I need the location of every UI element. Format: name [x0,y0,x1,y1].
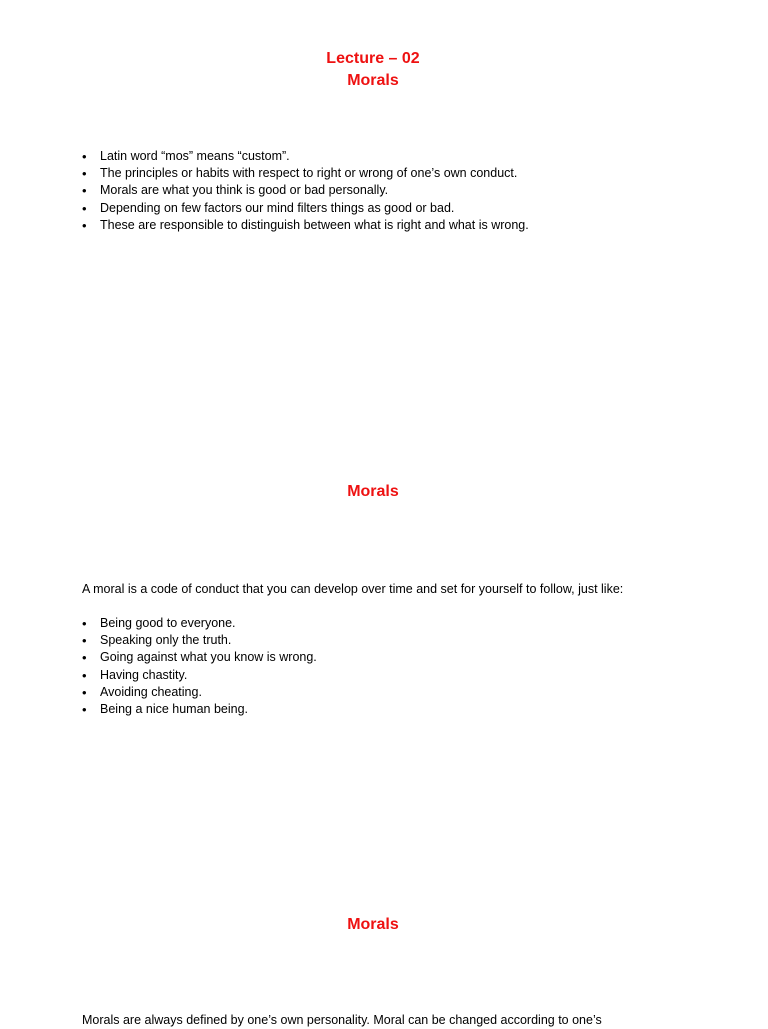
list-item: • These are responsible to distinguish between what is right and what is wrong. [82,217,529,234]
moral-code-intro: A moral is a code of conduct that you can develop over time and set for yourself to follow, just like: [82,582,624,596]
list-item: • Depending on few factors our mind filters things as good or bad. [82,200,529,217]
section-title-morals: Morals [347,72,399,89]
section-heading [0,481,746,503]
list-item: • Speaking only the truth. [82,632,317,649]
section-title-morals: Morals [347,916,399,933]
moral-examples-list [82,615,317,718]
morals-personality-paragraph: Morals are always defined by one’s own personality. Moral can be changed according to one’s [82,1013,602,1027]
list-item: • Morals are what you think is good or bad personally. [82,182,529,199]
section-title-morals: Morals [347,483,399,500]
list-item: • Going against what you know is wrong. [82,649,317,666]
lecture-title [0,48,746,92]
list-item: • The principles or habits with respect to right or wrong of one’s own conduct. [82,165,529,182]
list-item: • Avoiding cheating. [82,684,317,701]
list-item: • Being a nice human being. [82,701,317,718]
lecture-number: Lecture – 02 [326,50,420,67]
section-heading [0,914,746,936]
list-item: • Being good to everyone. [82,615,317,632]
list-item: • Latin word “mos” means “custom”. [82,148,529,165]
list-item: • Having chastity. [82,667,317,684]
morals-definition-list [82,148,529,234]
